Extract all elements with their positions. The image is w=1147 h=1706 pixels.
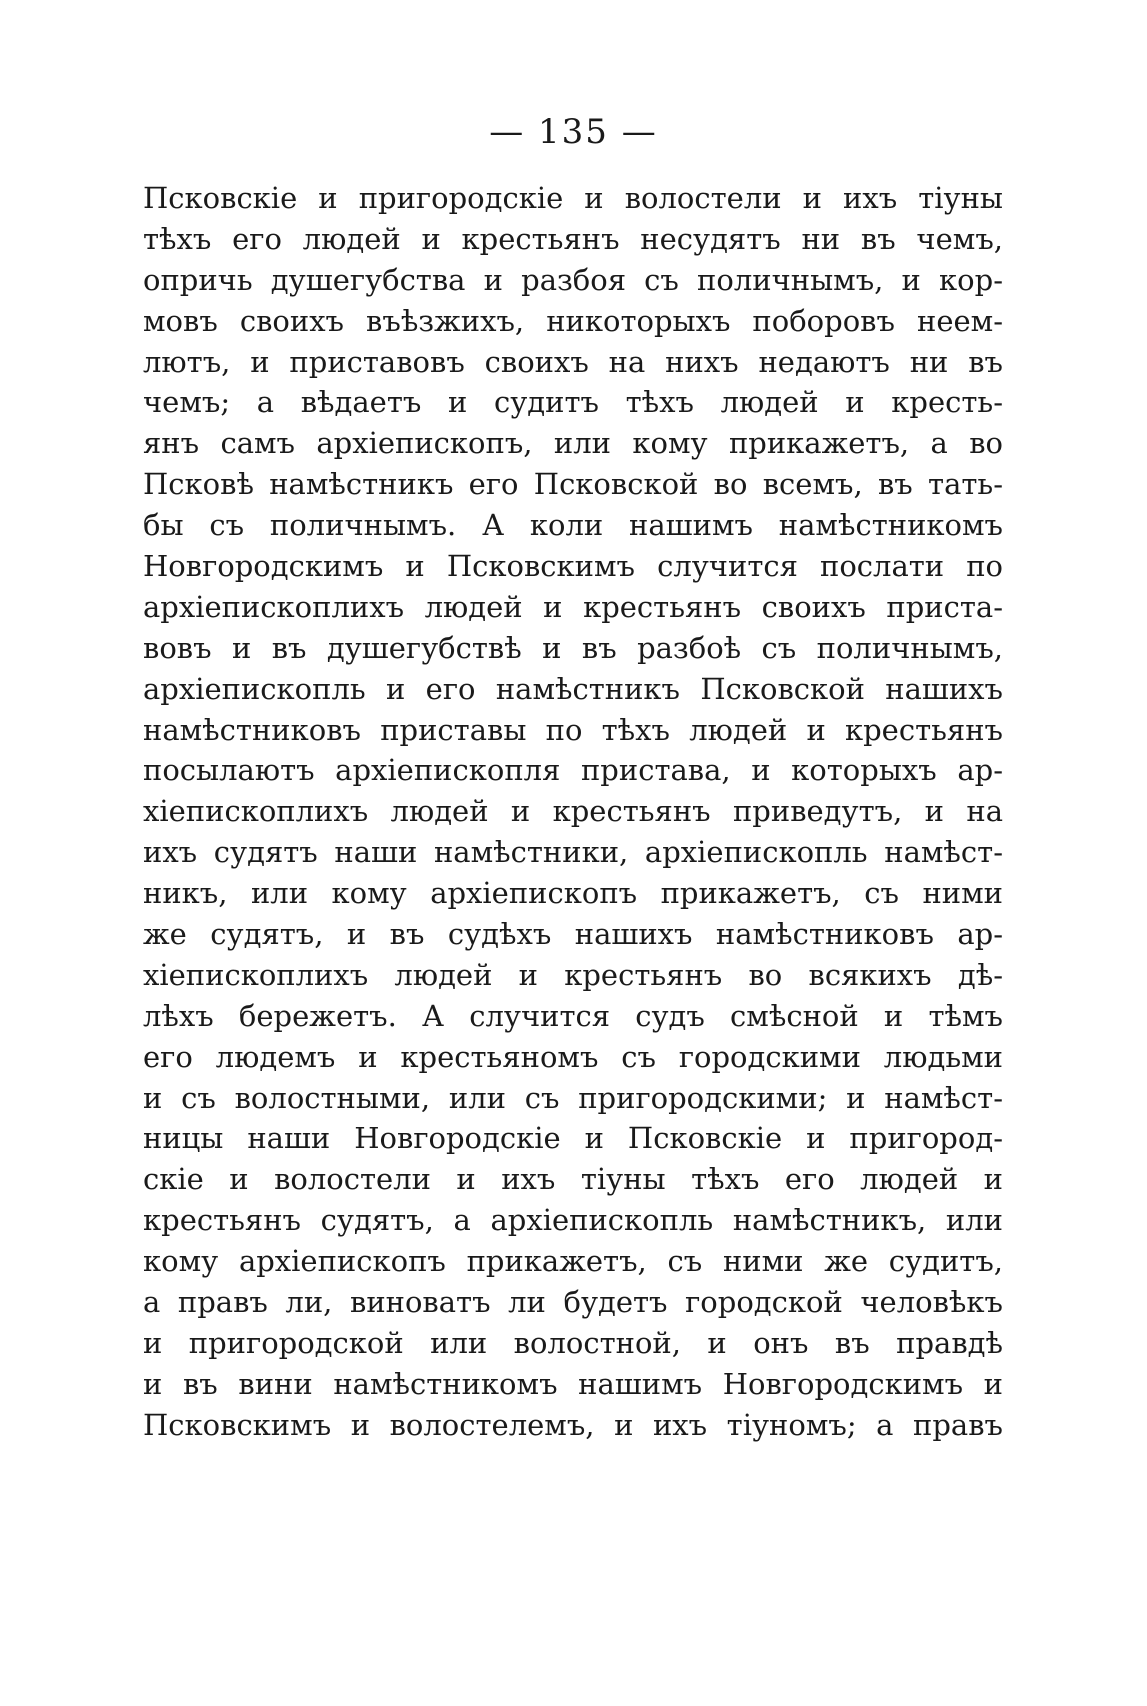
- text-line: ницы наши Новгородскіе и Псковскіе и пригород-: [143, 1121, 1003, 1156]
- text-line: опричь душегубства и разбоя съ поличнымъ, и кор-: [143, 262, 1003, 297]
- text-line: и пригородской или волостной, и онъ въ правдѣ: [143, 1325, 1003, 1360]
- text-line: ихъ судятъ наши намѣстники, архіепископль намѣст-: [143, 835, 1003, 870]
- text-line: крестьянъ судятъ, а архіепископль намѣстникъ, или: [143, 1203, 1003, 1238]
- text-line: бы съ поличнымъ. А коли нашимъ намѣстникомъ: [143, 508, 1003, 543]
- text-line: лютъ, и приставовъ своихъ на нихъ недаютъ ни въ: [143, 344, 1003, 379]
- text-line: и съ волостными, или съ пригородскими; и намѣст-: [143, 1080, 1003, 1115]
- text-line: тѣхъ его людей и крестьянъ несудятъ ни въ чемъ,: [143, 221, 1003, 256]
- page-number: — 135 —: [489, 112, 658, 152]
- text-line: кому архіепископъ прикажетъ, съ ними же судитъ,: [143, 1244, 1003, 1279]
- text-line: скіе и волостели и ихъ тіуны тѣхъ его людей и: [143, 1162, 1003, 1197]
- text-line: вовъ и въ душегубствѣ и въ разбоѣ съ поличнымъ,: [143, 630, 1003, 665]
- text-line: же судятъ, и въ судѣхъ нашихъ намѣстниковъ ар-: [143, 917, 1003, 952]
- text-line: архіепископль и его намѣстникъ Псковской нашихъ: [143, 671, 1003, 706]
- text-line: янъ самъ архіепископъ, или кому прикажетъ, а во: [143, 426, 1003, 461]
- text-line: Псковскіе и пригородскіе и волостели и ихъ тіуны: [143, 181, 1003, 215]
- text-line: Новгородскимъ и Псковскимъ случится послати по: [143, 549, 1003, 584]
- text-line: Псковскимъ и волостелемъ, и ихъ тіуномъ; а правъ: [143, 1407, 1003, 1442]
- text-line: и въ вини намѣстникомъ нашимъ Новгородскимъ и: [143, 1366, 1003, 1401]
- text-line: никъ, или кому архіепископъ прикажетъ, съ ними: [143, 876, 1003, 911]
- body-text: [143, 178, 1003, 1446]
- text-line: посылаютъ архіепископля пристава, и которыхъ ар-: [143, 753, 1003, 788]
- text-line: намѣстниковъ приставы по тѣхъ людей и крестьянъ: [143, 712, 1003, 747]
- text-line: чемъ; а вѣдаетъ и судитъ тѣхъ людей и кресть-: [143, 385, 1003, 420]
- text-line: архіепископлихъ людей и крестьянъ своихъ приста-: [143, 589, 1003, 624]
- text-line: мовъ своихъ въѣзжихъ, никоторыхъ поборовъ неем-: [143, 303, 1003, 338]
- text-line: Псковѣ намѣстникъ его Псковской во всемъ, въ тать-: [143, 467, 1003, 502]
- text-line: а правъ ли, виноватъ ли будетъ городской человѣкъ: [143, 1285, 1003, 1320]
- text-line: хіепископлихъ людей и крестьянъ во всякихъ дѣ-: [143, 957, 1003, 992]
- text-line: хіепископлихъ людей и крестьянъ приведутъ, и на: [143, 794, 1003, 829]
- text-line: лѣхъ бережетъ. А случится судъ смѣсной и тѣмъ: [143, 998, 1003, 1033]
- text-line: его людемъ и крестьяномъ съ городскими людьми: [143, 1039, 1003, 1074]
